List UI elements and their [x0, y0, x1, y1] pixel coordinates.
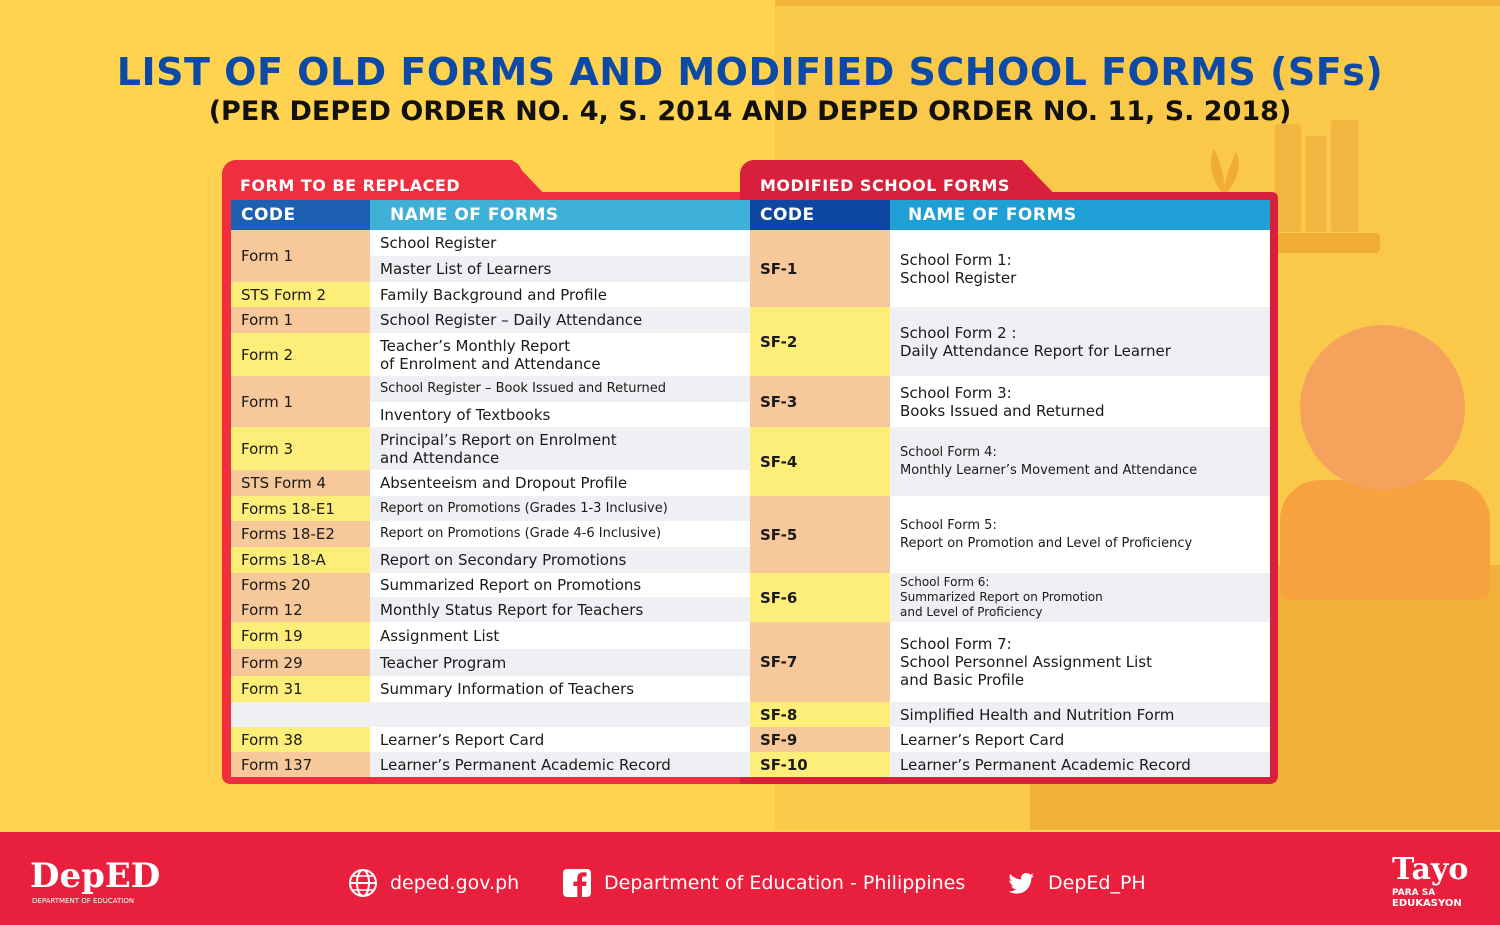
- right-tab-label: MODIFIED SCHOOL FORMS: [760, 176, 1010, 195]
- footer-twitter[interactable]: [1006, 868, 1146, 898]
- left-code-cell: Form 19: [231, 622, 370, 649]
- right-name-cell: School Form 3: Books Issued and Returned: [890, 376, 1270, 427]
- page-subtitle: (PER DEPED ORDER NO. 4, S. 2014 AND DEPED ORDER NO. 11, S. 2018): [208, 96, 1292, 127]
- right-name-cell: School Form 6: Summarized Report on Promotion and Level of Proficiency: [890, 573, 1270, 622]
- right-code-cell: SF-7: [750, 622, 890, 702]
- girl-body-illustration: [1280, 480, 1490, 600]
- right-name-cell: School Form 2 : Daily Attendance Report for Learner: [890, 307, 1270, 376]
- left-name-cell: School Register – Daily Attendance: [370, 307, 750, 333]
- right-code-cell: SF-9: [750, 727, 890, 752]
- left-name-cell: Summarized Report on Promotions: [370, 573, 750, 597]
- left-name-cell: Summary Information of Teachers: [370, 676, 750, 702]
- books-illustration: [1275, 120, 1365, 232]
- facebook-label: Department of Education - Philippines: [604, 872, 966, 894]
- left-name-cell: Report on Secondary Promotions: [370, 547, 750, 573]
- left-code-cell: Form 137: [231, 752, 370, 777]
- right-name-cell: School Form 5: Report on Promotion and Level of Proficiency: [890, 496, 1270, 573]
- right-code-cell: SF-6: [750, 573, 890, 622]
- right-code-cell: SF-1: [750, 230, 890, 307]
- left-empty-row: [231, 702, 750, 727]
- girl-head-illustration: [1300, 325, 1465, 490]
- left-name-cell: Monthly Status Report for Teachers: [370, 597, 750, 622]
- left-code-cell: Form 38: [231, 727, 370, 752]
- website-label: deped.gov.ph: [390, 872, 520, 894]
- left-name-cell: School Register: [370, 230, 750, 256]
- left-code-cell: Forms 18-E1: [231, 496, 370, 521]
- right-code-cell: SF-3: [750, 376, 890, 427]
- left-code-cell: Form 1: [231, 230, 370, 282]
- left-name-cell: Inventory of Textbooks: [370, 402, 750, 427]
- right-name-cell: School Form 1: School Register: [890, 230, 1270, 307]
- left-name-cell: School Register – Book Issued and Returned: [370, 376, 750, 402]
- left-name-cell: Teacher’s Monthly Report of Enrolment and Attendance: [370, 333, 750, 376]
- left-code-cell: Form 1: [231, 307, 370, 333]
- right-code-cell: SF-8: [750, 702, 890, 727]
- left-code-cell: Form 29: [231, 649, 370, 676]
- left-name-cell: Report on Promotions (Grades 1-3 Inclusive): [370, 496, 750, 521]
- right-code-cell: SF-4: [750, 427, 890, 496]
- background-strip: [775, 0, 1500, 6]
- left-name-cell: Assignment List: [370, 622, 750, 649]
- right-code-cell: SF-5: [750, 496, 890, 573]
- deped-logo: DepED: [30, 856, 161, 896]
- left-code-cell: Form 12: [231, 597, 370, 622]
- footer-facebook[interactable]: [562, 868, 965, 898]
- left-name-cell: Family Background and Profile: [370, 282, 750, 307]
- globe-icon: [348, 868, 378, 898]
- footer-website[interactable]: [348, 868, 519, 898]
- shelf-illustration: [1275, 233, 1380, 253]
- right-name-cell: Learner’s Permanent Academic Record: [890, 752, 1270, 777]
- deped-logo-subtext: DEPARTMENT OF EDUCATION: [32, 897, 135, 905]
- left-code-cell: STS Form 2: [231, 282, 370, 307]
- left-code-cell: Form 31: [231, 676, 370, 702]
- right-header-name: NAME OF FORMS: [890, 200, 1270, 230]
- twitter-label: DepEd_PH: [1048, 872, 1146, 894]
- left-code-cell: Form 2: [231, 333, 370, 376]
- left-code-cell: Forms 18-E2: [231, 521, 370, 547]
- twitter-icon: [1006, 868, 1036, 898]
- left-tab-label: FORM TO BE REPLACED: [240, 176, 461, 195]
- right-name-cell: School Form 7: School Personnel Assignment List and Basic Profile: [890, 622, 1270, 702]
- left-header-code: CODE: [231, 200, 370, 230]
- left-code-cell: Forms 20: [231, 573, 370, 597]
- tayo-logo-sub1: PARA SA: [1392, 888, 1436, 898]
- left-name-cell: Absenteeism and Dropout Profile: [370, 470, 750, 496]
- right-code-cell: SF-2: [750, 307, 890, 376]
- left-code-cell: Form 1: [231, 376, 370, 427]
- right-name-cell: Learner’s Report Card: [890, 727, 1270, 752]
- left-name-cell: Principal’s Report on Enrolment and Attendance: [370, 427, 750, 470]
- left-name-cell: Teacher Program: [370, 649, 750, 676]
- right-header-code: CODE: [750, 200, 890, 230]
- tayo-logo-sub2: EDUKASYON: [1392, 898, 1462, 909]
- facebook-icon: [562, 868, 592, 898]
- right-code-cell: SF-10: [750, 752, 890, 777]
- tayo-logo: Tayo: [1392, 852, 1469, 887]
- left-code-cell: Forms 18-A: [231, 547, 370, 573]
- page-title: LIST OF OLD FORMS AND MODIFIED SCHOOL FORMS (SFs): [116, 50, 1384, 94]
- left-name-cell: Learner’s Permanent Academic Record: [370, 752, 750, 777]
- left-name-cell: Report on Promotions (Grade 4-6 Inclusive): [370, 521, 750, 547]
- left-code-cell: Form 3: [231, 427, 370, 470]
- left-header-name: NAME OF FORMS: [370, 200, 750, 230]
- right-name-cell: Simplified Health and Nutrition Form: [890, 702, 1270, 727]
- left-name-cell: Master List of Learners: [370, 256, 750, 282]
- left-name-cell: Learner’s Report Card: [370, 727, 750, 752]
- right-name-cell: School Form 4: Monthly Learner’s Movement and Attendance: [890, 427, 1270, 496]
- left-code-cell: STS Form 4: [231, 470, 370, 496]
